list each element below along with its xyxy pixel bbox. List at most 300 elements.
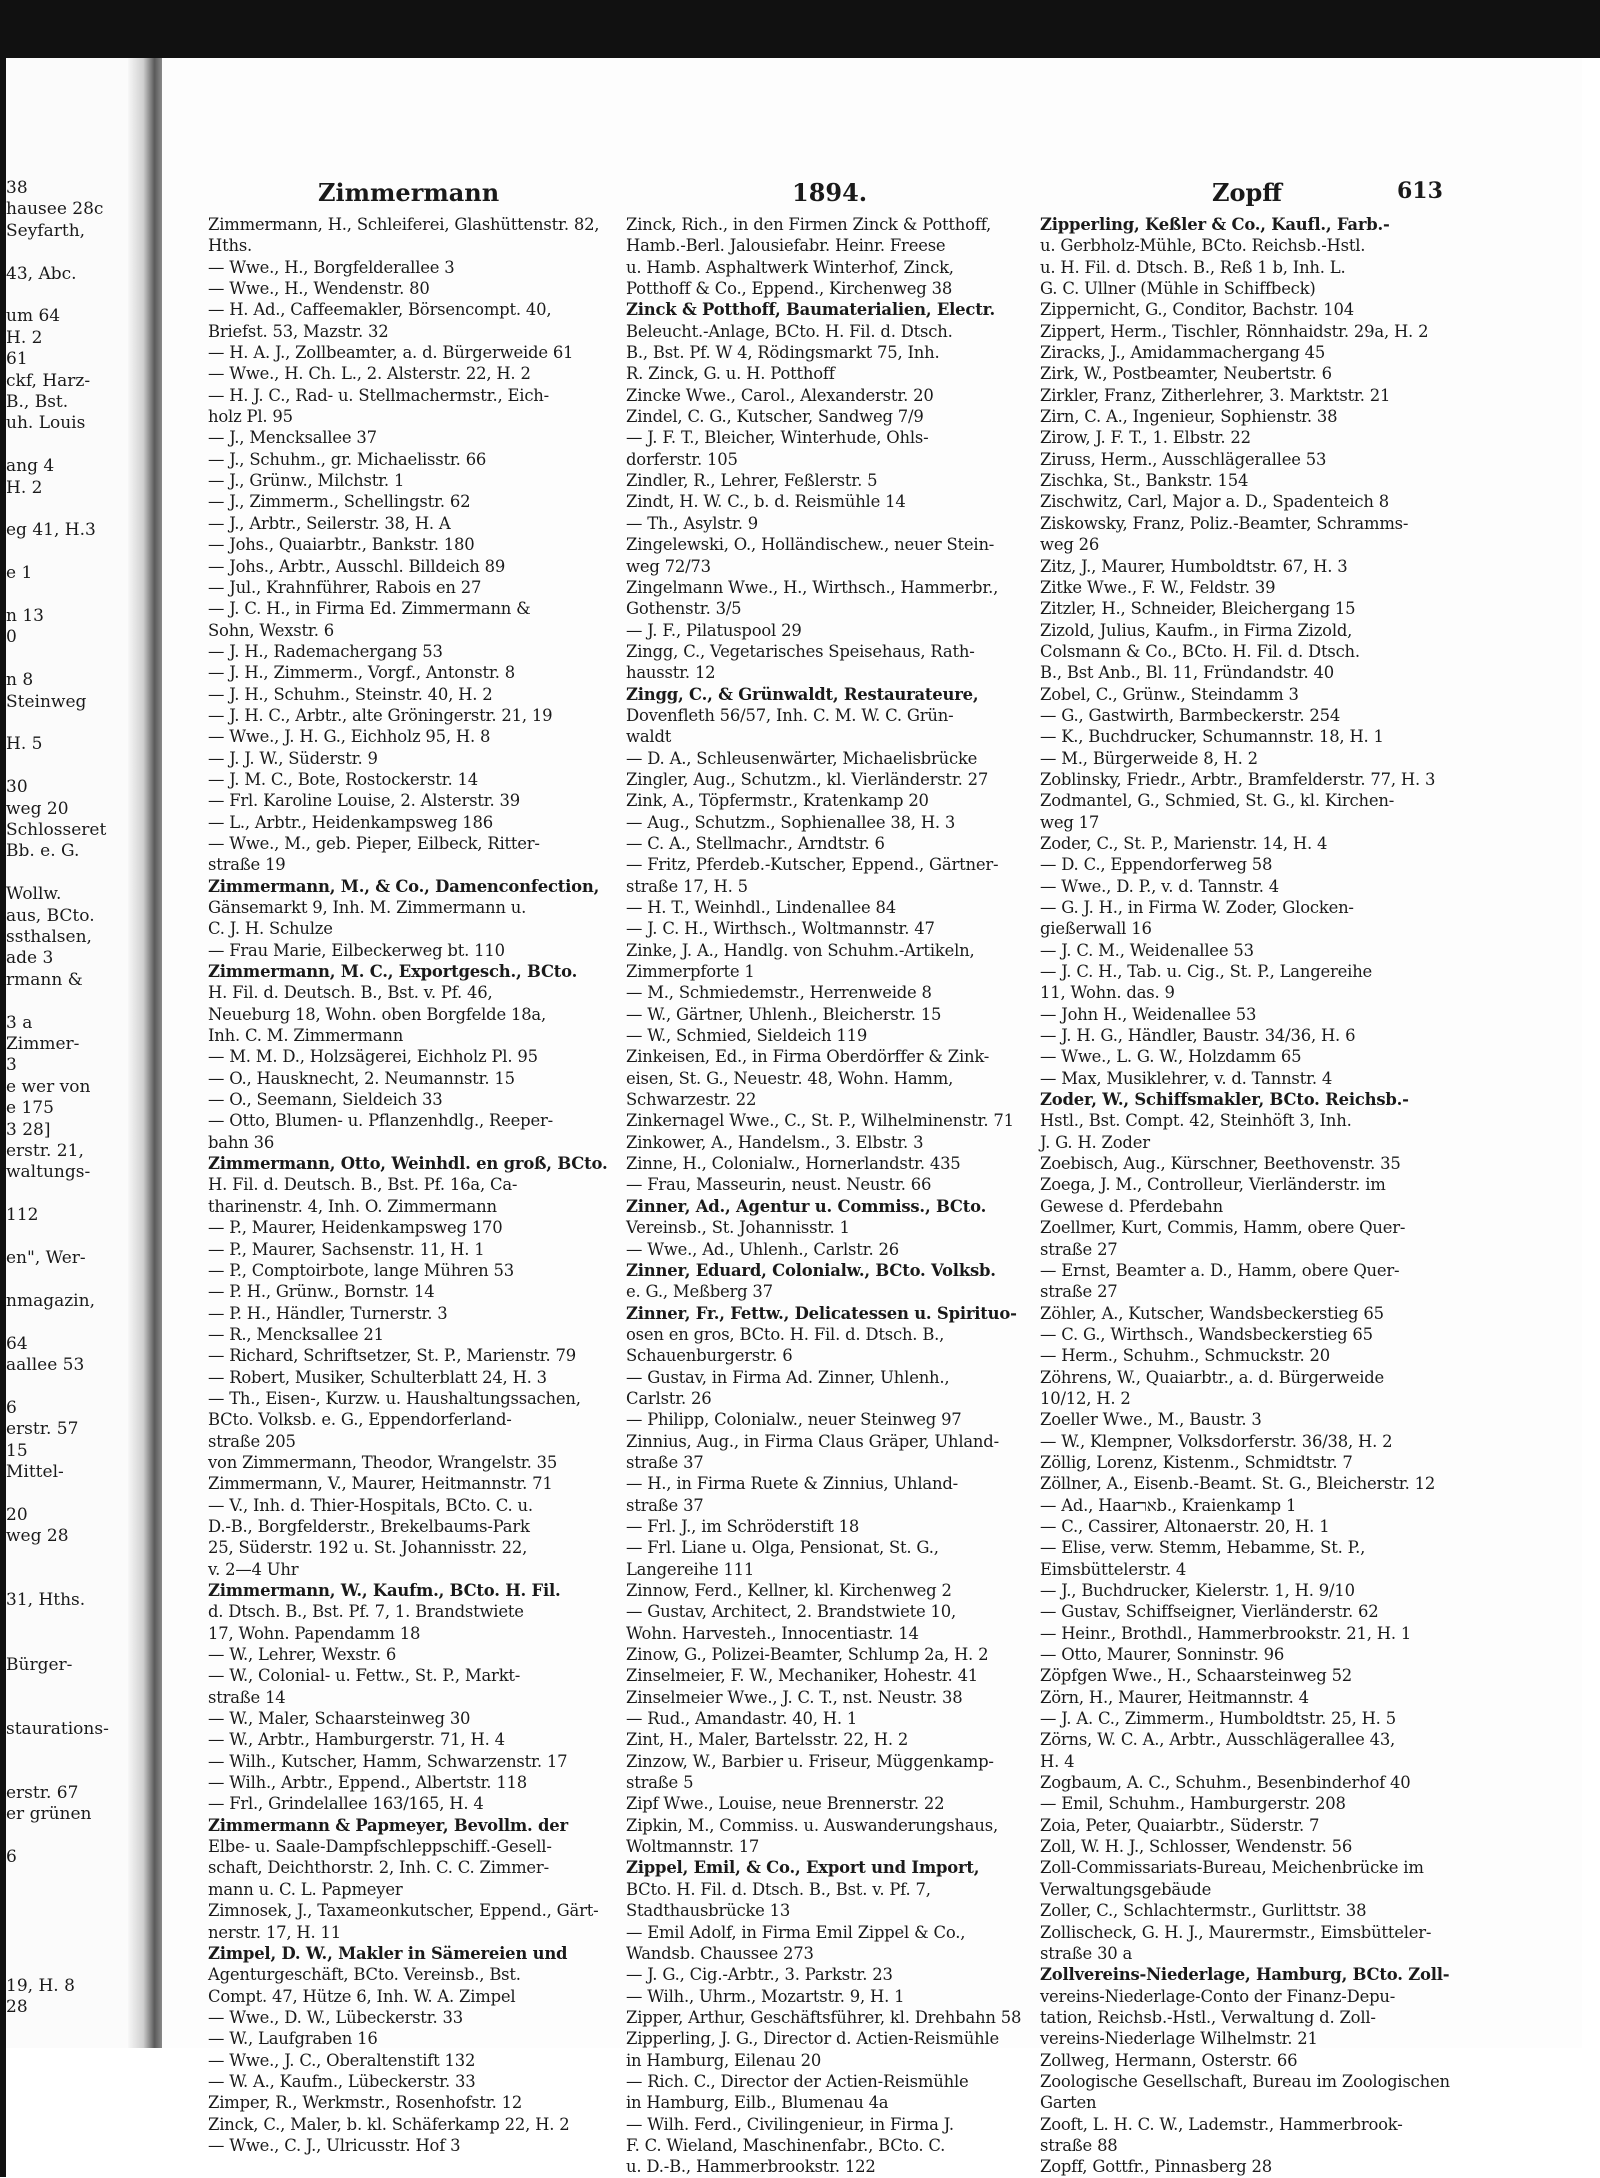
previous-page-fragment: 3 bbox=[6, 1055, 17, 1076]
directory-entry-line: Zimmermann & Papmeyer, Bevollm. der bbox=[208, 1815, 568, 1835]
directory-entry-line: — K., Buchdrucker, Schumannstr. 18, H. 1 bbox=[1040, 727, 1384, 747]
directory-entry-line: — W., Arbtr., Hamburgerstr. 71, H. 4 bbox=[208, 1730, 505, 1750]
previous-page-fragment: 61 bbox=[6, 349, 28, 370]
directory-entry-line: waldt bbox=[626, 727, 672, 747]
directory-entry-line: Zischwitz, Carl, Major a. D., Spadenteich 8 bbox=[1040, 492, 1389, 512]
directory-entry-line: — J. A. C., Zimmerm., Humboldtstr. 25, H. 5 bbox=[1040, 1709, 1396, 1729]
directory-entry-line: Zinke, J. A., Handlg. von Schuhm.-Artikeln, bbox=[626, 940, 975, 960]
previous-page-fragment: waltungs- bbox=[6, 1162, 91, 1183]
previous-page-fragment: aallee 53 bbox=[6, 1355, 85, 1375]
directory-entry-line: — D. A., Schleusenwärter, Michaelisbrücke bbox=[626, 748, 978, 768]
column-3 bbox=[1040, 214, 1468, 2178]
directory-entry-line: Zirkler, Franz, Zitherlehrer, 3. Marktstr. 21 bbox=[1040, 385, 1391, 405]
directory-entry-line: straße 27 bbox=[1040, 1282, 1118, 1302]
directory-entry-line: — J. C. H., Wirthsch., Woltmannstr. 47 bbox=[626, 919, 935, 939]
directory-entry-line: — Philipp, Colonialw., neuer Steinweg 97 bbox=[626, 1410, 962, 1430]
directory-entry-line: — J., Grünw., Milchstr. 1 bbox=[208, 471, 405, 491]
directory-entry-line: Zipperling, J. G., Director d. Actien-Reismühle bbox=[626, 2029, 1000, 2049]
directory-entry-line: — Wwe., J. H. G., Eichholz 95, H. 8 bbox=[208, 727, 491, 747]
previous-page-fragment: 6 bbox=[6, 1397, 17, 1418]
directory-entry-line: Zimmermann, M. C., Exportgesch., BCto. bbox=[208, 962, 578, 982]
directory-entry-line: — J., Zimmerm., Schellingstr. 62 bbox=[208, 492, 471, 512]
directory-entry-line: Gewese d. Pferdebahn bbox=[1040, 1196, 1223, 1216]
directory-entry-line: straße 205 bbox=[208, 1431, 296, 1451]
directory-entry-line: straße 5 bbox=[626, 1773, 694, 1793]
directory-entry-line: Zirow, J. F. T., 1. Elbstr. 22 bbox=[1040, 428, 1251, 448]
directory-entry-line: H. Fil. d. Deutsch. B., Bst. Pf. 16a, Ca- bbox=[208, 1175, 518, 1195]
directory-entry-line: — Fritz, Pferdeb.-Kutscher, Eppend., Gärtner- bbox=[626, 855, 999, 875]
directory-entry-line: Zoller, C., Schlachtermstr., Gurlittstr. 38 bbox=[1040, 1901, 1367, 1921]
previous-page-fragment: H. 2 bbox=[6, 477, 43, 498]
directory-entry-line: — Aug., Schutzm., Sophienallee 38, H. 3 bbox=[626, 812, 956, 832]
previous-page-fragment: 31, Hths. bbox=[6, 1590, 86, 1611]
directory-entry-line: — P., Maurer, Heidenkampsweg 170 bbox=[208, 1218, 503, 1238]
directory-entry-line: von Zimmermann, Theodor, Wrangelstr. 35 bbox=[208, 1452, 558, 1472]
previous-page-fragment: 19, H. 8 bbox=[6, 1975, 75, 1996]
directory-entry-line: Zippernicht, G., Conditor, Bachstr. 104 bbox=[1040, 300, 1354, 320]
directory-entry-line: — Jul., Krahnführer, Rabois en 27 bbox=[208, 577, 482, 597]
directory-entry-line: — M., Bürgerweide 8, H. 2 bbox=[1040, 748, 1258, 768]
directory-entry-line: Zink, A., Töpfermstr., Kratenkamp 20 bbox=[626, 791, 929, 811]
directory-entry-line: — J. F., Pilatuspool 29 bbox=[626, 620, 802, 640]
previous-page-fragment: n 13 bbox=[6, 606, 44, 626]
directory-entry-line: — Max, Musiklehrer, v. d. Tannstr. 4 bbox=[1040, 1068, 1333, 1088]
directory-entry-line: Zöllner, A., Eisenb.-Beamt. St. G., Bleicherstr. 12 bbox=[1040, 1474, 1436, 1494]
directory-entry-line: Beleucht.-Anlage, BCto. H. Fil. d. Dtsch. bbox=[626, 321, 953, 341]
directory-entry-line: Zoeller Wwe., M., Baustr. 3 bbox=[1040, 1410, 1262, 1430]
previous-page-fragment: e wer von bbox=[6, 1076, 91, 1097]
directory-entry-line: — G. J. H., in Firma W. Zoder, Glocken- bbox=[1040, 898, 1354, 917]
directory-entry-line: — John H., Weidenallee 53 bbox=[1040, 1004, 1257, 1024]
directory-entry-line: — H. Ad., Caffeemakler, Börsencompt. 40, bbox=[208, 300, 552, 320]
directory-entry-line: Zooft, L. H. C. W., Lademstr., Hammerbrook- bbox=[1040, 2114, 1403, 2134]
directory-entry-line: — O., Hausknecht, 2. Neumannstr. 15 bbox=[208, 1068, 515, 1088]
directory-entry-line: bahn 36 bbox=[208, 1132, 275, 1152]
previous-page-fragment: e 175 bbox=[6, 1098, 54, 1119]
directory-entry-line: Hths. bbox=[208, 236, 253, 256]
directory-entry-line: Zinselmeier Wwe., J. C. T., nst. Neustr. 38 bbox=[626, 1687, 963, 1707]
directory-entry-line: — Frl. Karoline Louise, 2. Alsterstr. 39 bbox=[208, 791, 520, 811]
previous-page-fragment: erstr. 67 bbox=[6, 1783, 79, 1803]
directory-entry-line: Hamb.-Berl. Jalousiefabr. Heinr. Freese bbox=[626, 236, 946, 256]
directory-entry-line: — J. C. M., Weidenallee 53 bbox=[1040, 940, 1254, 960]
directory-entry-line: — Th., Asylstr. 9 bbox=[626, 513, 758, 533]
directory-entry-line: Zint, H., Maler, Bartelsstr. 22, H. 2 bbox=[626, 1730, 909, 1750]
directory-entry-line: straße 37 bbox=[626, 1495, 704, 1515]
previous-page-fragment: 38 bbox=[6, 178, 28, 198]
directory-entry-line: D.-B., Borgfelderstr., Brekelbaums-Park bbox=[208, 1516, 530, 1536]
directory-entry-line: — Wwe., L. G. W., Holzdamm 65 bbox=[1040, 1047, 1302, 1067]
directory-entry-line: Zingler, Aug., Schutzm., kl. Vierländerstr. 27 bbox=[626, 769, 989, 789]
page-number: 613 bbox=[1397, 178, 1443, 204]
previous-page-fragment: eg 41, H.3 bbox=[6, 520, 96, 541]
directory-entry-line: — Rich. C., Director der Actien-Reismühle bbox=[626, 2071, 969, 2091]
directory-entry-line: J. G. H. Zoder bbox=[1040, 1132, 1150, 1152]
directory-entry-line: Garten bbox=[1040, 2093, 1097, 2113]
directory-entry-line: Ziruss, Herm., Ausschlägerallee 53 bbox=[1040, 449, 1327, 469]
directory-entry-line: — W., Colonial- u. Fettw., St. P., Markt- bbox=[208, 1666, 521, 1686]
directory-entry-line: eisen, St. G., Neuestr. 48, Wohn. Hamm, bbox=[626, 1068, 954, 1088]
directory-entry-line: — H. T., Weinhdl., Lindenallee 84 bbox=[626, 898, 896, 917]
directory-entry-line: — Emil, Schuhm., Hamburgerstr. 208 bbox=[1040, 1794, 1346, 1814]
directory-entry-line: — J., Arbtr., Seilerstr. 38, H. A bbox=[208, 513, 451, 533]
directory-entry-line: Compt. 47, Hütze 6, Inh. W. A. Zimpel bbox=[208, 1986, 516, 2006]
previous-page-fragment: weg 20 bbox=[6, 798, 69, 819]
directory-entry-line: — Richard, Schriftsetzer, St. P., Marienstr. 79 bbox=[208, 1346, 576, 1366]
directory-entry-line: Zimmermann, Otto, Weinhdl. en groß, BCto. bbox=[208, 1154, 608, 1174]
directory-entry-line: — W., Klempner, Volksdorferstr. 36/38, H. 2 bbox=[1040, 1431, 1393, 1451]
directory-entry-line: — Johs., Arbtr., Ausschl. Billdeich 89 bbox=[208, 556, 506, 576]
previous-page-fragment: erstr. 21, bbox=[6, 1141, 84, 1161]
column-2 bbox=[626, 214, 1036, 2178]
directory-entry-line: Zitke Wwe., F. W., Feldstr. 39 bbox=[1040, 577, 1276, 597]
directory-entry-line: Zizold, Julius, Kaufm., in Firma Zizold, bbox=[1040, 620, 1353, 640]
directory-entry-line: Zoll-Commissariats-Bureau, Meichenbrücke im bbox=[1040, 1858, 1424, 1878]
directory-entry-line: — J. H. C., Arbtr., alte Gröningerstr. 21, 19 bbox=[208, 705, 553, 725]
directory-entry-line: Zimmerpforte 1 bbox=[626, 962, 755, 982]
directory-entry-line: — W., Laufgraben 16 bbox=[208, 2029, 378, 2049]
directory-entry-line: — R., Mencksallee 21 bbox=[208, 1324, 384, 1344]
directory-entry-line: Zoder, W., Schiffsmakler, BCto. Reichsb.- bbox=[1040, 1090, 1409, 1110]
directory-entry-line: Zipper, Arthur, Geschäftsführer, kl. Drehbahn 58 bbox=[626, 2007, 1022, 2027]
directory-entry-line: G. C. Ullner (Mühle in Schiffbeck) bbox=[1040, 279, 1316, 299]
directory-entry-line: gießerwall 16 bbox=[1040, 919, 1152, 939]
previous-page-fragment: Seyfarth, bbox=[6, 220, 86, 241]
previous-page-fragment: Schlosseret bbox=[6, 820, 107, 840]
directory-entry-line: B., Bst. Pf. W 4, Rödingsmarkt 75, Inh. bbox=[626, 343, 940, 363]
previous-page-fragment: 43, Abc. bbox=[6, 263, 77, 284]
directory-entry-line: Zollvereins-Niederlage, Hamburg, BCto. Zoll- bbox=[1040, 1965, 1450, 1985]
directory-entry-line: u. Hamb. Asphaltwerk Winterhof, Zinck, bbox=[626, 257, 954, 277]
directory-entry-line: weg 72/73 bbox=[626, 556, 711, 576]
directory-entry-line: Schwarzestr. 22 bbox=[626, 1090, 757, 1110]
directory-entry-line: Zimmermann, M., & Co., Damenconfection, bbox=[208, 876, 600, 896]
directory-entry-line: — Wwe., H., Wendenstr. 80 bbox=[208, 279, 430, 299]
previous-page-fragment: uh. Louis bbox=[6, 413, 86, 434]
directory-entry-line: Carlstr. 26 bbox=[626, 1388, 712, 1408]
directory-entry-line: tation, Reichsb.-Hstl., Verwaltung d. Zoll- bbox=[1040, 2007, 1376, 2027]
directory-entry-line: — Rud., Amandastr. 40, H. 1 bbox=[626, 1709, 858, 1729]
directory-entry-line: — J., Schuhm., gr. Michaelisstr. 66 bbox=[208, 449, 487, 469]
directory-entry-line: — H. J. C., Rad- u. Stellmachermstr., Eich- bbox=[208, 385, 549, 405]
directory-entry-line: Gänsemarkt 9, Inh. M. Zimmermann u. bbox=[208, 898, 527, 917]
directory-entry-line: — J. M. C., Bote, Rostockerstr. 14 bbox=[208, 769, 478, 789]
directory-entry-line: — Th., Eisen-, Kurzw. u. Haushaltungssachen, bbox=[208, 1388, 581, 1408]
directory-entry-line: Colsmann & Co., BCto. H. Fil. d. Dtsch. bbox=[1040, 641, 1360, 661]
directory-entry-line: Zippel, Emil, & Co., Export und Import, bbox=[626, 1858, 980, 1878]
directory-entry-line: — Wwe., H. Ch. L., 2. Alsterstr. 22, H. 2 bbox=[208, 364, 531, 384]
directory-entry-line: Zinck & Potthoff, Baumaterialien, Electr. bbox=[626, 300, 995, 320]
column-1 bbox=[208, 214, 610, 2156]
directory-entry-line: Hstl., Bst. Compt. 42, Steinhöft 3, Inh. bbox=[1040, 1111, 1352, 1131]
previous-page-fragment: H. 2 bbox=[6, 327, 43, 348]
book-gutter bbox=[128, 58, 162, 2048]
directory-entry-line: Zinner, Eduard, Colonialw., BCto. Volksb. bbox=[626, 1260, 996, 1280]
directory-entry-line: Elbe- u. Saale-Dampfschleppschiff.-Gesell- bbox=[208, 1837, 552, 1857]
directory-entry-line: Neueburg 18, Wohn. oben Borgfelde 18a, bbox=[208, 1004, 547, 1024]
directory-entry-line: Wohn. Harvestеh., Innocentiastr. 14 bbox=[626, 1623, 919, 1643]
directory-entry-line: Zipkin, M., Commiss. u. Auswanderungshaus, bbox=[626, 1815, 998, 1835]
directory-entry-line: Zobel, C., Grünw., Steindamm 3 bbox=[1040, 684, 1299, 704]
previous-page-fragment: e 1 bbox=[6, 563, 33, 584]
directory-entry-line: Inh. C. M. Zimmermann bbox=[208, 1026, 404, 1046]
directory-entry-line: Schauenburgerstr. 6 bbox=[626, 1346, 793, 1366]
previous-page-fragment: 3 a bbox=[6, 1012, 33, 1033]
directory-entry-line: — Ernst, Beamter a. D., Hamm, obere Quer- bbox=[1040, 1260, 1400, 1280]
directory-entry-line: — Frau, Masseurin, neust. Neustr. 66 bbox=[626, 1175, 932, 1195]
directory-entry-line: — P., Maurer, Sachsenstr. 11, H. 1 bbox=[208, 1239, 485, 1259]
directory-entry-line: Zöhler, A., Kutscher, Wandsbeckerstieg 65 bbox=[1040, 1303, 1384, 1323]
directory-entry-line: Zingg, C., & Grünwaldt, Restaurateure, bbox=[626, 684, 979, 704]
directory-entry-line: Sohn, Wexstr. 6 bbox=[208, 620, 334, 640]
directory-entry-line: — D. C., Eppendorferweg 58 bbox=[1040, 855, 1273, 875]
directory-entry-line: Dovenfleth 56/57, Inh. C. M. W. C. Grün- bbox=[626, 705, 954, 725]
directory-entry-line: 17, Wohn. Papendamm 18 bbox=[208, 1623, 421, 1643]
directory-entry-line: Zimnosek, J., Taxameonkutscher, Eppend., Gärt- bbox=[208, 1901, 599, 1921]
directory-entry-line: B., Bst Anb., Bl. 11, Fründandstr. 40 bbox=[1040, 663, 1334, 683]
directory-entry-line: Zopff, Gottfr., Pinnasberg 28 bbox=[1040, 2157, 1272, 2177]
directory-entry-line: Zoblinsky, Friedr., Arbtr., Bramfelderstr. 77, H. 3 bbox=[1040, 769, 1436, 789]
directory-entry-line: Zoll, W. H. J., Schlosser, Wendenstr. 56 bbox=[1040, 1837, 1353, 1857]
directory-entry-line: — P. H., Händler, Turnerstr. 3 bbox=[208, 1303, 448, 1323]
directory-entry-line: — O., Seemann, Sieldeich 33 bbox=[208, 1090, 443, 1110]
directory-entry-line: Zöllig, Lorenz, Kistenm., Schmidtstr. 7 bbox=[1040, 1452, 1353, 1472]
directory-entry-line: Zöhrens, W., Quaiarbtr., a. d. Bürgerweide bbox=[1040, 1367, 1385, 1387]
directory-entry-line: — Elise, verw. Stemm, Hebamme, St. P., bbox=[1040, 1538, 1366, 1558]
directory-entry-line: vereins-Niederlage-Conto der Finanz-Depu- bbox=[1040, 1986, 1396, 2006]
directory-entry-line: Zipf Wwe., Louise, neue Brennerstr. 22 bbox=[626, 1794, 945, 1814]
directory-entry-line: — J. J. W., Süderstr. 9 bbox=[208, 748, 378, 768]
directory-entry-line: H. Fil. d. Deutsch. B., Bst. v. Pf. 46, bbox=[208, 983, 493, 1003]
directory-entry-line: Zoellmer, Kurt, Commis, Hamm, obere Quer- bbox=[1040, 1218, 1406, 1238]
directory-entry-line: Zinck, C., Maler, b. kl. Schäferkamp 22, H. 2 bbox=[208, 2114, 570, 2134]
directory-entry-line: Zimmermann, H., Schleiferei, Glashüttenstr. 82, bbox=[208, 215, 600, 234]
directory-entry-line: — V., Inh. d. Thier-Hospitals, BCto. C. u. bbox=[208, 1495, 533, 1515]
directory-entry-line: Zinow, G., Polizei-Beamter, Schlump 2a, H. 2 bbox=[626, 1645, 989, 1665]
directory-entry-line: — J. F. T., Bleicher, Winterhude, Ohls- bbox=[626, 428, 929, 448]
directory-entry-line: — G., Gastwirth, Barmbeckerstr. 254 bbox=[1040, 705, 1341, 725]
directory-entry-line: — W., Gärtner, Uhlenh., Bleicherstr. 15 bbox=[626, 1004, 942, 1024]
directory-entry-line: Zinnius, Aug., in Firma Claus Gräper, Uhland- bbox=[626, 1431, 999, 1451]
directory-entry-line: BCto. H. Fil. d. Dtsch. B., Bst. v. Pf. 7, bbox=[626, 1879, 931, 1899]
directory-entry-line: — Wilh., Arbtr., Eppend., Albertstr. 118 bbox=[208, 1773, 528, 1793]
previous-page-fragment: ade 3 bbox=[6, 948, 54, 969]
previous-page-fragment: Bürger- bbox=[6, 1654, 73, 1675]
directory-entry-line: Zollweg, Hermann, Osterstr. 66 bbox=[1040, 2050, 1298, 2070]
directory-entry-line: Gothenstr. 3/5 bbox=[626, 599, 742, 619]
directory-entry-line: tharinenstr. 4, Inh. O. Zimmermann bbox=[208, 1196, 497, 1216]
directory-entry-line: — P., Comptoirbote, lange Mühren 53 bbox=[208, 1260, 515, 1280]
directory-entry-line: Eimsbüttelerstr. 4 bbox=[1040, 1559, 1187, 1579]
directory-entry-line: — C. A., Stellmachr., Arndtstr. 6 bbox=[626, 833, 885, 853]
directory-entry-line: R. Zinck, G. u. H. Potthoff bbox=[626, 364, 835, 384]
directory-entry-line: straße 14 bbox=[208, 1687, 286, 1707]
directory-entry-line: Zinnow, Ferd., Kellner, kl. Kirchenweg 2 bbox=[626, 1581, 952, 1600]
directory-entry-line: vereins-Niederlage Wilhelmstr. 21 bbox=[1040, 2029, 1318, 2049]
directory-entry-line: — Otto, Blumen- u. Pflanzenhdlg., Reeper- bbox=[208, 1111, 553, 1131]
previous-page-fragment: nmagazin, bbox=[6, 1290, 95, 1311]
directory-entry-line: 11, Wohn. das. 9 bbox=[1040, 983, 1175, 1003]
directory-entry-line: Zindler, R., Lehrer, Feßlerstr. 5 bbox=[626, 471, 878, 491]
directory-entry-line: — Wilh., Kutscher, Hamm, Schwarzenstr. 17 bbox=[208, 1751, 568, 1771]
directory-entry-line: Zoologische Gesellschaft, Bureau im Zoologischen bbox=[1040, 2071, 1450, 2091]
directory-entry-line: — J. H. G., Händler, Baustr. 34/36, H. 6 bbox=[1040, 1026, 1356, 1046]
directory-entry-line: Zörns, W. C. A., Arbtr., Ausschlägerallee 43, bbox=[1040, 1730, 1396, 1750]
directory-entry-line: — Robert, Musiker, Schulterblatt 24, H. 3 bbox=[208, 1367, 547, 1387]
directory-entry-line: BCto. Volksb. e. G., Eppendorferland- bbox=[208, 1410, 512, 1430]
directory-entry-line: 10/12, H. 2 bbox=[1040, 1388, 1131, 1408]
directory-entry-line: v. 2—4 Uhr bbox=[208, 1559, 299, 1579]
directory-entry-line: — Johs., Quaiarbtr., Bankstr. 180 bbox=[208, 535, 475, 555]
previous-page-fragment: aus, BCto. bbox=[6, 905, 95, 926]
directory-entry-line: — Frau Marie, Eilbeckerweg bt. 110 bbox=[208, 940, 505, 960]
directory-entry-line: Zimmermann, V., Maurer, Heitmannstr. 71 bbox=[208, 1474, 553, 1494]
directory-entry-line: — J. C. H., Tab. u. Cig., St. P., Langereihe bbox=[1040, 962, 1373, 982]
directory-entry-line: Zogbaum, A. C., Schuhm., Besenbinderhof 40 bbox=[1040, 1773, 1411, 1793]
previous-page-fragment: ang 4 bbox=[6, 456, 55, 477]
directory-entry-line: — W., Maler, Schaarsteinweg 30 bbox=[208, 1709, 471, 1729]
directory-entry-line: Zinck, Rich., in den Firmen Zinck & Potthoff, bbox=[626, 215, 991, 234]
directory-entry-line: Zippert, Herm., Tischler, Rönnhaidstr. 29a, H. 2 bbox=[1040, 321, 1429, 341]
directory-entry-line: — H., in Firma Ruete & Zinnius, Uhland- bbox=[626, 1474, 958, 1494]
previous-page-fragment: Mittel- bbox=[6, 1462, 64, 1482]
directory-entry-line: e. G., Meßberg 37 bbox=[626, 1282, 773, 1302]
directory-entry-line: — Herm., Schuhm., Schmuckstr. 20 bbox=[1040, 1346, 1330, 1366]
directory-entry-line: Zimpel, D. W., Makler in Sämereien und bbox=[208, 1943, 568, 1963]
directory-entry-line: Wandsb. Chaussee 273 bbox=[626, 1943, 814, 1963]
directory-entry-line: Zinzow, W., Barbier u. Friseur, Müggenkamp- bbox=[626, 1751, 994, 1771]
directory-entry-line: — Wwe., J. C., Oberaltenstift 132 bbox=[208, 2050, 476, 2070]
header-right-keyword: Zopff bbox=[1212, 178, 1283, 207]
directory-entry-line: Zinner, Fr., Fettw., Delicatessen u. Spirituo- bbox=[626, 1303, 1017, 1323]
directory-entry-line: — M. M. D., Holzsägerei, Eichholz Pl. 95 bbox=[208, 1047, 538, 1067]
directory-entry-line: — J., Mencksallee 37 bbox=[208, 428, 377, 448]
directory-entry-line: in Hamburg, Eilenau 20 bbox=[626, 2050, 822, 2070]
previous-page-fragment: staurations- bbox=[6, 1718, 109, 1739]
directory-entry-line: Vereinsb., St. Johannisstr. 1 bbox=[626, 1218, 850, 1238]
directory-entry-line: — Gustav, in Firma Ad. Zinner, Uhlenh., bbox=[626, 1367, 950, 1387]
directory-entry-line: nerstr. 17, H. 11 bbox=[208, 1922, 341, 1942]
directory-entry-line: Ziracks, J., Amidammachergang 45 bbox=[1040, 343, 1326, 363]
directory-entry-line: Zinkernagel Wwe., C., St. P., Wilhelminenstr. 71 bbox=[626, 1111, 1014, 1131]
directory-entry-line: — J. H., Rademachergang 53 bbox=[208, 641, 443, 661]
directory-entry-line: u. H. Fil. d. Dtsch. B., Reß 1 b, Inh. L. bbox=[1040, 257, 1346, 277]
previous-page-fragment: erstr. 57 bbox=[6, 1419, 79, 1440]
directory-entry-line: hausstr. 12 bbox=[626, 663, 716, 683]
directory-entry-line: straße 17, H. 5 bbox=[626, 876, 748, 896]
previous-page-fragment: rmann & bbox=[6, 969, 83, 990]
directory-entry-line: Zitz, J., Maurer, Humboldtstr. 67, H. 3 bbox=[1040, 556, 1348, 576]
directory-entry-line: — J. H., Zimmerm., Vorgf., Antonstr. 8 bbox=[208, 663, 515, 683]
previous-page-fragment: 0 bbox=[6, 627, 17, 648]
previous-page-fragment: 112 bbox=[6, 1205, 39, 1226]
previous-page-fragment: Wollw. bbox=[6, 884, 62, 905]
directory-entry-line: — M., Schmiedemstr., Herrenweide 8 bbox=[626, 983, 932, 1003]
directory-entry-line: Stadthausbrücke 13 bbox=[626, 1901, 791, 1921]
directory-entry-line: straße 30 a bbox=[1040, 1943, 1133, 1963]
directory-entry-line: — Wwe., C. J., Ulricusstr. Hof 3 bbox=[208, 2135, 461, 2155]
previous-page-fragment: Bb. e. G. bbox=[6, 841, 80, 862]
directory-entry-line: — Otto, Maurer, Sonninstr. 96 bbox=[1040, 1645, 1285, 1665]
directory-entry-line: u. D.-B., Hammerbrookstr. 122 bbox=[626, 2157, 876, 2177]
directory-entry-line: Woltmannstr. 17 bbox=[626, 1837, 760, 1857]
directory-entry-line: straße 19 bbox=[208, 855, 286, 875]
directory-entry-line: — Wilh. Ferd., Civilingenieur, in Firma J. bbox=[626, 2114, 954, 2134]
directory-entry-line: — Wwe., Ad., Uhlenh., Carlstr. 26 bbox=[626, 1239, 899, 1259]
previous-page-fragment: ssthalsen, bbox=[6, 927, 92, 947]
directory-entry-line: Zinkeisen, Ed., in Firma Oberdörffer & Zink- bbox=[626, 1047, 990, 1067]
directory-entry-line: Zingg, C., Vegetarisches Speisehaus, Rath- bbox=[626, 641, 975, 661]
previous-page-strip bbox=[6, 58, 130, 2048]
directory-entry-line: Zincke Wwe., Carol., Alexanderstr. 20 bbox=[626, 385, 934, 405]
directory-entry-line: — Frl. Liane u. Olga, Pensionat, St. G., bbox=[626, 1538, 939, 1558]
directory-entry-line: Zimper, R., Werkmstr., Rosenhofstr. 12 bbox=[208, 2093, 523, 2113]
directory-entry-line: — Wwe., D. P., v. d. Tannstr. 4 bbox=[1040, 876, 1279, 896]
directory-entry-line: Zoega, J. M., Controlleur, Vierländerstr. im bbox=[1040, 1175, 1386, 1195]
directory-entry-line: dorferstr. 105 bbox=[626, 449, 738, 469]
directory-entry-line: Zinkower, A., Handelsm., 3. Elbstr. 3 bbox=[626, 1132, 924, 1152]
previous-page-fragment: n 8 bbox=[6, 670, 34, 691]
previous-page-fragment: 3 28] bbox=[6, 1119, 51, 1140]
previous-page-fragment: B., Bst. bbox=[6, 392, 69, 412]
previous-page-fragment: 30 bbox=[6, 777, 28, 798]
directory-entry-line: Agenturgeschäft, BCto. Vereinsb., Bst. bbox=[208, 1965, 521, 1985]
directory-entry-line: weg 17 bbox=[1040, 812, 1100, 832]
previous-page-fragment: weg 28 bbox=[6, 1526, 69, 1547]
previous-page-fragment: Steinweg bbox=[6, 691, 87, 712]
directory-entry-line: — H. A. J., Zollbeamter, a. d. Bürgerweide 61 bbox=[208, 343, 574, 363]
directory-entry-line: H. 4 bbox=[1040, 1751, 1075, 1771]
directory-entry-line: straße 88 bbox=[1040, 2135, 1118, 2155]
directory-entry-line: Zitzler, H., Schneider, Bleichergang 15 bbox=[1040, 599, 1356, 619]
directory-entry-line: Zindt, H. W. C., b. d. Reismühle 14 bbox=[626, 492, 906, 512]
directory-entry-line: Zöpfgen Wwe., H., Schaarsteinweg 52 bbox=[1040, 1666, 1353, 1686]
directory-entry-line: in Hamburg, Eilb., Blumenau 4a bbox=[626, 2093, 889, 2113]
directory-entry-line: Zirn, C. A., Ingenieur, Sophienstr. 38 bbox=[1040, 407, 1338, 427]
directory-entry-line: Zipperling, Keßler & Co., Kaufl., Farb.- bbox=[1040, 215, 1390, 234]
directory-entry-line: Zoebisch, Aug., Kürschner, Beethovenstr. 35 bbox=[1040, 1154, 1401, 1174]
directory-entry-line: mann u. C. L. Papmeyer bbox=[208, 1879, 403, 1899]
directory-entry-line: Zinner, Ad., Agentur u. Commiss., BCto. bbox=[626, 1196, 987, 1216]
previous-page-fragment: er grünen bbox=[6, 1804, 92, 1825]
directory-entry-line: Langereihe 111 bbox=[626, 1559, 755, 1579]
directory-entry-line: — Frl. J., im Schröderstift 18 bbox=[626, 1516, 860, 1536]
directory-entry-line: C. J. H. Schulze bbox=[208, 919, 333, 939]
directory-entry-line: — Wilh., Uhrm., Mozartstr. 9, H. 1 bbox=[626, 1986, 905, 2006]
directory-entry-line: Zirk, W., Postbeamter, Neubertstr. 6 bbox=[1040, 364, 1332, 384]
directory-entry-line: — Wwe., D. W., Lübeckerstr. 33 bbox=[208, 2007, 463, 2027]
directory-entry-line: Briefst. 53, Mazstr. 32 bbox=[208, 321, 389, 341]
directory-entry-line: Zoia, Peter, Quaiarbtr., Süderstr. 7 bbox=[1040, 1815, 1320, 1835]
directory-entry-line: — J. G., Cig.-Arbtr., 3. Parkstr. 23 bbox=[626, 1965, 893, 1985]
previous-page-fragment: hausee 28c bbox=[6, 199, 104, 220]
directory-entry-line: Verwaltungsgebäude bbox=[1040, 1879, 1212, 1899]
directory-entry-line: u. Gerbholz-Mühle, BCto. Reichsb.-Hstl. bbox=[1040, 236, 1366, 256]
previous-page-fragment: 20 bbox=[6, 1504, 28, 1525]
directory-entry-line: Zindel, C. G., Kutscher, Sandweg 7/9 bbox=[626, 407, 924, 427]
directory-entry-line: Potthoff & Co., Eppend., Kirchenweg 38 bbox=[626, 279, 953, 299]
directory-entry-line: osen en gros, BCto. H. Fil. d. Dtsch. B., bbox=[626, 1324, 945, 1344]
directory-entry-line: Zollischeck, G. H. J., Maurermstr., Eimsbütteler- bbox=[1040, 1922, 1432, 1942]
directory-entry-line: Ziskowsky, Franz, Poliz.-Beamter, Schramms- bbox=[1040, 513, 1409, 533]
header-year: 1894. bbox=[792, 178, 868, 207]
directory-entry-line: — L., Arbtr., Heidenkampsweg 186 bbox=[208, 812, 493, 832]
previous-page-fragment: 64 bbox=[6, 1333, 28, 1354]
previous-page-fragment: H. 5 bbox=[6, 734, 43, 755]
directory-entry-line: — Heinr., Brothdl., Hammerbrookstr. 21, H. 1 bbox=[1040, 1623, 1412, 1643]
directory-entry-line: Zörn, H., Maurer, Heitmannstr. 4 bbox=[1040, 1687, 1309, 1707]
directory-entry-line: — Gustav, Architect, 2. Brandstwiete 10, bbox=[626, 1602, 956, 1622]
